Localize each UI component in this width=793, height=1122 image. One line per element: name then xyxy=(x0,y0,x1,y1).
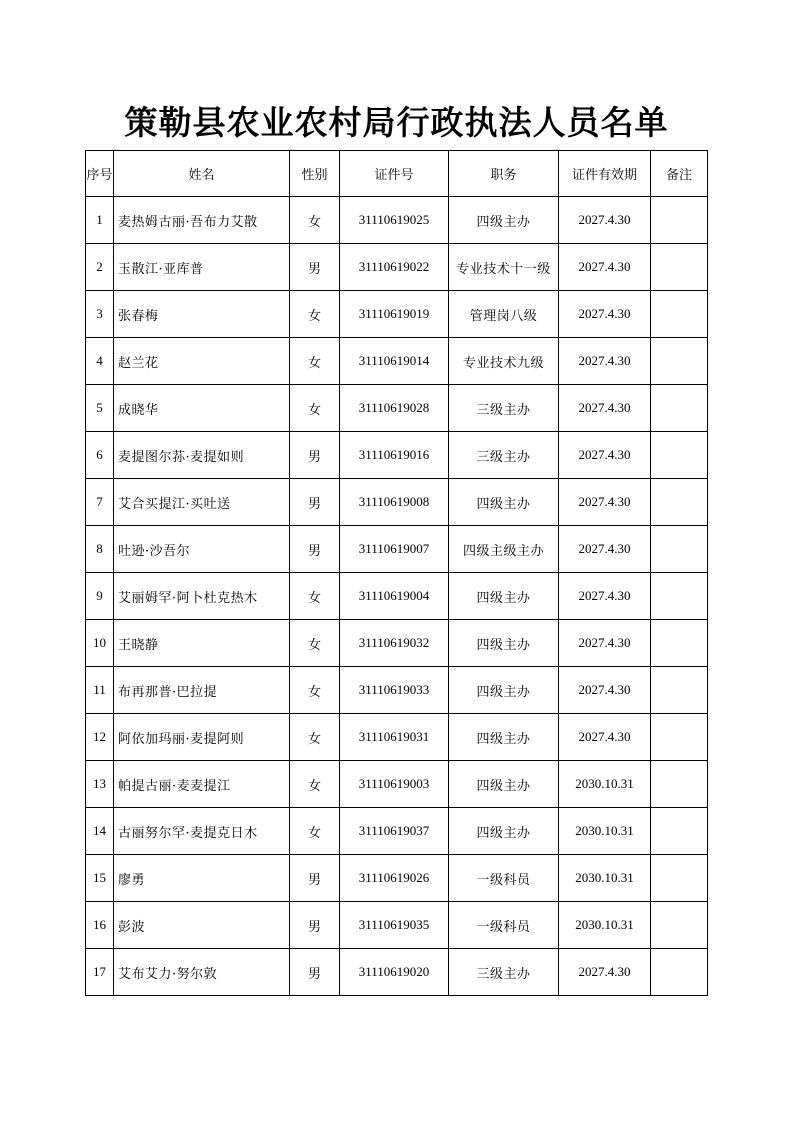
row-name-cell: 艾丽姆罕·阿卜杜克热木 xyxy=(114,573,290,620)
row-gender-cell: 女 xyxy=(290,197,340,244)
row-remarks-cell xyxy=(651,714,708,761)
row-seq-cell: 8 xyxy=(86,526,114,573)
row-seq-cell: 3 xyxy=(86,291,114,338)
row-seq-cell: 11 xyxy=(86,667,114,714)
row-seq-cell: 10 xyxy=(86,620,114,667)
row-remarks-cell xyxy=(651,761,708,808)
row-name-cell: 玉散江·亚库普 xyxy=(114,244,290,291)
header-position: 职务 xyxy=(449,151,559,197)
row-name-cell: 赵兰花 xyxy=(114,338,290,385)
row-valid-until-cell: 2030.10.31 xyxy=(559,808,651,855)
row-remarks-cell xyxy=(651,338,708,385)
row-seq-cell: 6 xyxy=(86,432,114,479)
row-cert-no-cell: 31110619003 xyxy=(340,761,449,808)
row-position-cell: 四级主办 xyxy=(449,620,559,667)
table-row xyxy=(86,949,708,996)
table-row xyxy=(86,526,708,573)
row-name-cell: 成晓华 xyxy=(114,385,290,432)
row-position-cell: 管理岗八级 xyxy=(449,291,559,338)
row-valid-until-cell: 2030.10.31 xyxy=(559,902,651,949)
row-remarks-cell xyxy=(651,620,708,667)
row-valid-until-cell: 2027.4.30 xyxy=(559,573,651,620)
table-row xyxy=(86,714,708,761)
table-header-row xyxy=(86,151,708,197)
header-valid-until: 证件有效期 xyxy=(559,151,651,197)
header-name: 姓名 xyxy=(114,151,290,197)
row-name-cell: 古丽努尔罕·麦提克日木 xyxy=(114,808,290,855)
row-remarks-cell xyxy=(651,291,708,338)
row-cert-no-cell: 31110619008 xyxy=(340,479,449,526)
row-remarks-cell xyxy=(651,432,708,479)
row-remarks-cell xyxy=(651,573,708,620)
row-position-cell: 四级主办 xyxy=(449,761,559,808)
row-name-cell: 阿依加玛丽·麦提阿则 xyxy=(114,714,290,761)
table-row xyxy=(86,761,708,808)
row-position-cell: 四级主级主办 xyxy=(449,526,559,573)
row-valid-until-cell: 2027.4.30 xyxy=(559,667,651,714)
row-seq-cell: 4 xyxy=(86,338,114,385)
header-seq: 序号 xyxy=(86,151,114,197)
row-name-cell: 布再那普·巴拉提 xyxy=(114,667,290,714)
row-cert-no-cell: 31110619019 xyxy=(340,291,449,338)
table-row xyxy=(86,197,708,244)
row-valid-until-cell: 2030.10.31 xyxy=(559,855,651,902)
row-name-cell: 麦提图尔荪·麦提如则 xyxy=(114,432,290,479)
row-position-cell: 一级科员 xyxy=(449,855,559,902)
row-gender-cell: 女 xyxy=(290,620,340,667)
row-name-cell: 廖勇 xyxy=(114,855,290,902)
table-row xyxy=(86,479,708,526)
row-seq-cell: 16 xyxy=(86,902,114,949)
row-name-cell: 彭波 xyxy=(114,902,290,949)
row-seq-cell: 1 xyxy=(86,197,114,244)
row-position-cell: 专业技术九级 xyxy=(449,338,559,385)
row-seq-cell: 15 xyxy=(86,855,114,902)
row-cert-no-cell: 31110619025 xyxy=(340,197,449,244)
row-seq-cell: 5 xyxy=(86,385,114,432)
row-cert-no-cell: 31110619007 xyxy=(340,526,449,573)
row-gender-cell: 男 xyxy=(290,244,340,291)
row-remarks-cell xyxy=(651,949,708,996)
table-row xyxy=(86,385,708,432)
table-row xyxy=(86,902,708,949)
row-valid-until-cell: 2027.4.30 xyxy=(559,385,651,432)
row-remarks-cell xyxy=(651,667,708,714)
row-cert-no-cell: 31110619031 xyxy=(340,714,449,761)
row-seq-cell: 9 xyxy=(86,573,114,620)
row-seq-cell: 17 xyxy=(86,949,114,996)
row-valid-until-cell: 2027.4.30 xyxy=(559,197,651,244)
row-gender-cell: 男 xyxy=(290,526,340,573)
row-seq-cell: 7 xyxy=(86,479,114,526)
row-position-cell: 四级主办 xyxy=(449,667,559,714)
header-cert-no: 证件号 xyxy=(340,151,449,197)
row-remarks-cell xyxy=(651,808,708,855)
row-position-cell: 三级主办 xyxy=(449,385,559,432)
table-row xyxy=(86,244,708,291)
header-remarks: 备注 xyxy=(651,151,708,197)
row-position-cell: 三级主办 xyxy=(449,432,559,479)
row-valid-until-cell: 2027.4.30 xyxy=(559,526,651,573)
row-position-cell: 专业技术十一级 xyxy=(449,244,559,291)
row-valid-until-cell: 2027.4.30 xyxy=(559,479,651,526)
row-cert-no-cell: 31110619016 xyxy=(340,432,449,479)
row-remarks-cell xyxy=(651,855,708,902)
table-row xyxy=(86,338,708,385)
row-cert-no-cell: 31110619037 xyxy=(340,808,449,855)
row-name-cell: 吐逊·沙吾尔 xyxy=(114,526,290,573)
personnel-table xyxy=(85,150,708,996)
row-gender-cell: 女 xyxy=(290,667,340,714)
row-remarks-cell xyxy=(651,197,708,244)
row-valid-until-cell: 2027.4.30 xyxy=(559,338,651,385)
header-gender: 性别 xyxy=(290,151,340,197)
table-row xyxy=(86,667,708,714)
row-gender-cell: 女 xyxy=(290,714,340,761)
row-seq-cell: 12 xyxy=(86,714,114,761)
table-row xyxy=(86,291,708,338)
row-position-cell: 四级主办 xyxy=(449,808,559,855)
row-gender-cell: 男 xyxy=(290,432,340,479)
row-seq-cell: 2 xyxy=(86,244,114,291)
row-remarks-cell xyxy=(651,526,708,573)
table-row xyxy=(86,573,708,620)
row-gender-cell: 女 xyxy=(290,291,340,338)
row-gender-cell: 女 xyxy=(290,761,340,808)
row-seq-cell: 13 xyxy=(86,761,114,808)
row-position-cell: 四级主办 xyxy=(449,714,559,761)
row-seq-cell: 14 xyxy=(86,808,114,855)
table-row xyxy=(86,620,708,667)
row-valid-until-cell: 2027.4.30 xyxy=(559,244,651,291)
row-gender-cell: 女 xyxy=(290,385,340,432)
row-remarks-cell xyxy=(651,902,708,949)
row-name-cell: 麦热姆古丽·吾布力艾散 xyxy=(114,197,290,244)
row-name-cell: 帕提古丽·麦麦提江 xyxy=(114,761,290,808)
row-gender-cell: 男 xyxy=(290,479,340,526)
row-position-cell: 四级主办 xyxy=(449,573,559,620)
row-position-cell: 四级主办 xyxy=(449,479,559,526)
table-row xyxy=(86,808,708,855)
row-name-cell: 张春梅 xyxy=(114,291,290,338)
row-remarks-cell xyxy=(651,244,708,291)
row-position-cell: 三级主办 xyxy=(449,949,559,996)
table-row xyxy=(86,855,708,902)
row-valid-until-cell: 2030.10.31 xyxy=(559,761,651,808)
row-cert-no-cell: 31110619035 xyxy=(340,902,449,949)
row-name-cell: 艾合买提江·买吐送 xyxy=(114,479,290,526)
row-valid-until-cell: 2027.4.30 xyxy=(559,620,651,667)
row-name-cell: 王晓静 xyxy=(114,620,290,667)
row-valid-until-cell: 2027.4.30 xyxy=(559,432,651,479)
row-cert-no-cell: 31110619022 xyxy=(340,244,449,291)
row-remarks-cell xyxy=(651,479,708,526)
row-cert-no-cell: 31110619014 xyxy=(340,338,449,385)
row-gender-cell: 男 xyxy=(290,949,340,996)
row-gender-cell: 女 xyxy=(290,338,340,385)
row-cert-no-cell: 31110619026 xyxy=(340,855,449,902)
row-name-cell: 艾布艾力·努尔敦 xyxy=(114,949,290,996)
table-body xyxy=(86,197,708,996)
row-remarks-cell xyxy=(651,385,708,432)
row-valid-until-cell: 2027.4.30 xyxy=(559,291,651,338)
table-row xyxy=(86,432,708,479)
row-valid-until-cell: 2027.4.30 xyxy=(559,714,651,761)
row-gender-cell: 男 xyxy=(290,902,340,949)
row-valid-until-cell: 2027.4.30 xyxy=(559,949,651,996)
row-gender-cell: 男 xyxy=(290,855,340,902)
row-cert-no-cell: 31110619004 xyxy=(340,573,449,620)
row-position-cell: 四级主办 xyxy=(449,197,559,244)
row-cert-no-cell: 31110619028 xyxy=(340,385,449,432)
row-gender-cell: 女 xyxy=(290,808,340,855)
row-cert-no-cell: 31110619032 xyxy=(340,620,449,667)
row-gender-cell: 女 xyxy=(290,573,340,620)
document-title: 策勒县农业农村局行政执法人员名单 xyxy=(124,103,669,142)
row-cert-no-cell: 31110619020 xyxy=(340,949,449,996)
row-cert-no-cell: 31110619033 xyxy=(340,667,449,714)
row-position-cell: 一级科员 xyxy=(449,902,559,949)
